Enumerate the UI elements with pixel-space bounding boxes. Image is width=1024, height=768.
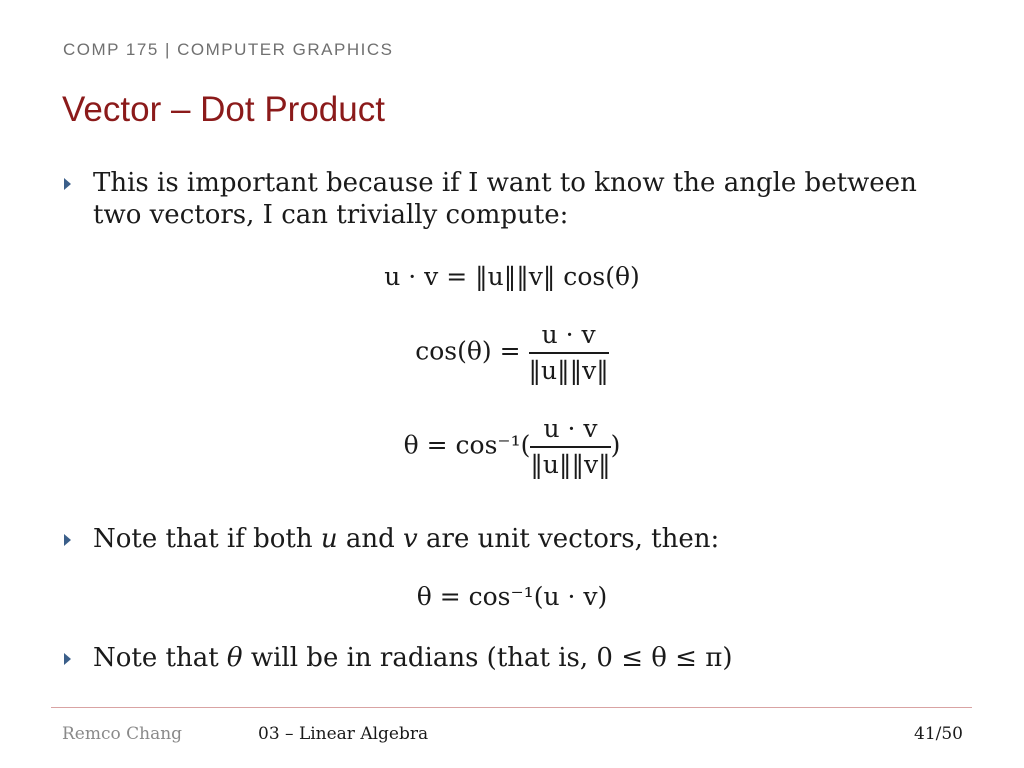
equation-theta-unit: θ = cos⁻¹(u · v) [416,582,608,611]
text-segment: Note that if both [93,524,321,554]
fraction [530,412,610,482]
fraction-denominator: ‖u‖‖v‖ [530,450,611,479]
bullet-arrow-icon [64,534,71,546]
equation-lhs: cos(θ) = [415,336,529,366]
equation-theta-arccos [0,412,1024,482]
footer-topic: 03 – Linear Algebra [258,724,429,744]
text-segment: are unit vectors, then: [417,524,720,554]
bullet-text [93,642,732,674]
fraction [529,318,609,388]
text-segment: will be in radians (that is, 0 ≤ θ ≤ π) [242,643,733,673]
equation-lhs: θ = cos⁻¹( [403,430,531,460]
equation-dot-product: u · v = ‖u‖‖v‖ cos(θ) [384,262,640,291]
footer-author: Remco Chang [62,724,183,744]
fraction-numerator: u · v [529,318,609,354]
variable-v: v [403,524,418,554]
fraction-numerator: u · v [530,412,610,448]
bullet-angle-intro [64,167,924,231]
text-segment: and [337,524,404,554]
variable-u: u [320,524,338,554]
fraction-denominator: ‖u‖‖v‖ [528,356,609,385]
equation-rhs: ) [610,430,621,460]
bullet-unit-vectors [64,523,719,555]
course-header: COMP 175 | COMPUTER GRAPHICS [63,40,394,59]
text-segment: Note that [93,643,227,673]
variable-theta: θ [226,643,243,673]
bullet-arrow-icon [64,178,71,190]
bullet-arrow-icon [64,653,71,665]
bullet-radians [64,642,732,674]
page-number: 41/50 [914,724,963,744]
equation-cos-theta [0,318,1024,388]
slide-title: Vector – Dot Product [62,90,385,129]
bullet-text [93,523,719,555]
footer-divider [51,707,972,708]
bullet-text: This is important because if I want to know the angle between two vectors, I can trivially compute: [93,168,917,230]
